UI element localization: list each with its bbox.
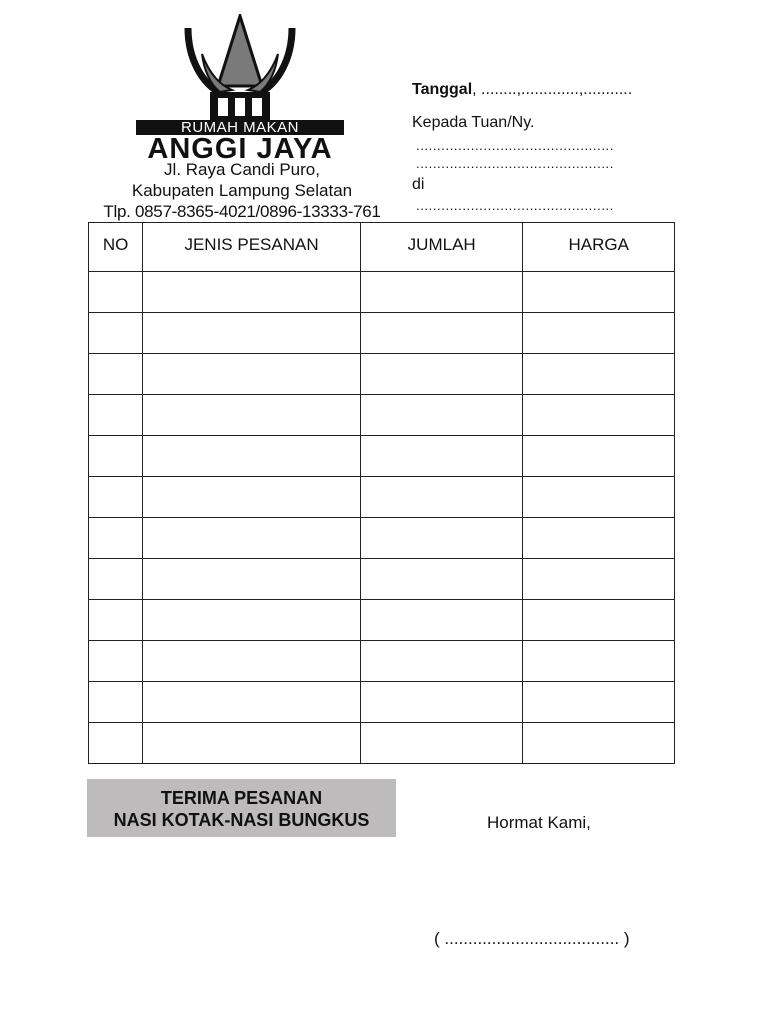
- table-row: [89, 436, 675, 477]
- cell-jenis-pesanan[interactable]: [143, 559, 361, 600]
- cell-harga[interactable]: [523, 682, 675, 723]
- promo-line-2: NASI KOTAK-NASI BUNGKUS: [113, 810, 370, 830]
- cell-harga[interactable]: [523, 600, 675, 641]
- promo-line-1: TERIMA PESANAN: [160, 788, 323, 808]
- table-row: [89, 354, 675, 395]
- cell-harga[interactable]: [523, 272, 675, 313]
- table-row: [89, 641, 675, 682]
- cell-no[interactable]: [89, 354, 143, 395]
- cell-jenis-pesanan[interactable]: [143, 272, 361, 313]
- cell-no[interactable]: [89, 436, 143, 477]
- cell-jenis-pesanan[interactable]: [143, 723, 361, 764]
- cell-no[interactable]: [89, 559, 143, 600]
- cell-jenis-pesanan[interactable]: [143, 477, 361, 518]
- brand-name: ANGGI JAYA: [147, 133, 333, 165]
- column-header-no: NO: [89, 223, 143, 272]
- cell-no[interactable]: [89, 272, 143, 313]
- cell-jumlah[interactable]: [360, 395, 523, 436]
- cell-no[interactable]: [89, 641, 143, 682]
- date-label: Tanggal: [412, 81, 473, 98]
- column-header-jumlah: JUMLAH: [360, 223, 523, 272]
- cell-jumlah[interactable]: [360, 682, 523, 723]
- table-row: [89, 559, 675, 600]
- restaurant-logo-roof-icon: [180, 14, 300, 124]
- cell-no[interactable]: [89, 518, 143, 559]
- cell-jumlah[interactable]: [360, 272, 523, 313]
- cell-jumlah[interactable]: [360, 641, 523, 682]
- cell-jumlah[interactable]: [360, 559, 523, 600]
- cell-harga[interactable]: [523, 723, 675, 764]
- phone-number: Tlp. 0857-8365-4021/0896-13333-761: [103, 202, 381, 221]
- cell-jenis-pesanan[interactable]: [143, 682, 361, 723]
- banner-rumah-makan: RUMAH MAKAN: [136, 120, 344, 135]
- table-row: [89, 313, 675, 354]
- column-header-jenis-pesanan: JENIS PESANAN: [143, 223, 361, 272]
- cell-harga[interactable]: [523, 518, 675, 559]
- column-header-harga: HARGA: [523, 223, 675, 272]
- location-line[interactable]: ...............................................: [416, 198, 614, 213]
- closing-text: Hormat Kami,: [487, 813, 591, 832]
- cell-jenis-pesanan[interactable]: [143, 600, 361, 641]
- cell-no[interactable]: [89, 313, 143, 354]
- table-row: [89, 395, 675, 436]
- table-row: [89, 600, 675, 641]
- cell-jenis-pesanan[interactable]: [143, 518, 361, 559]
- cell-jumlah[interactable]: [360, 518, 523, 559]
- table-row: [89, 477, 675, 518]
- cell-jenis-pesanan[interactable]: [143, 436, 361, 477]
- cell-jumlah[interactable]: [360, 436, 523, 477]
- cell-harga[interactable]: [523, 559, 675, 600]
- table-row: [89, 272, 675, 313]
- recipient-label: Kepada Tuan/Ny.: [412, 114, 535, 131]
- cell-jumlah[interactable]: [360, 600, 523, 641]
- cell-no[interactable]: [89, 600, 143, 641]
- cell-jumlah[interactable]: [360, 354, 523, 395]
- date-dots: , ........,.............,...........: [472, 81, 633, 98]
- cell-harga[interactable]: [523, 354, 675, 395]
- cell-no[interactable]: [89, 395, 143, 436]
- date-field[interactable]: [412, 81, 632, 99]
- cell-no[interactable]: [89, 682, 143, 723]
- cell-jenis-pesanan[interactable]: [143, 313, 361, 354]
- cell-harga[interactable]: [523, 477, 675, 518]
- cell-jenis-pesanan[interactable]: [143, 354, 361, 395]
- address-line-2: Kabupaten Lampung Selatan: [131, 181, 353, 200]
- cell-jumlah[interactable]: [360, 477, 523, 518]
- table-row: [89, 723, 675, 764]
- table-row: [89, 682, 675, 723]
- order-table: [88, 222, 675, 764]
- cell-harga[interactable]: [523, 313, 675, 354]
- table-header-row: [89, 223, 675, 272]
- location-label: di: [412, 176, 425, 193]
- promo-box: [87, 779, 396, 837]
- address-line-1: Jl. Raya Candi Puro,: [164, 160, 320, 179]
- recipient-line-2[interactable]: ...............................................: [416, 156, 614, 171]
- cell-jenis-pesanan[interactable]: [143, 395, 361, 436]
- cell-no[interactable]: [89, 723, 143, 764]
- cell-jenis-pesanan[interactable]: [143, 641, 361, 682]
- recipient-line-1[interactable]: ...............................................: [416, 138, 614, 153]
- cell-jumlah[interactable]: [360, 723, 523, 764]
- cell-no[interactable]: [89, 477, 143, 518]
- cell-harga[interactable]: [523, 436, 675, 477]
- cell-harga[interactable]: [523, 395, 675, 436]
- cell-jumlah[interactable]: [360, 313, 523, 354]
- signature-line[interactable]: ( ..................................... ): [434, 929, 630, 948]
- table-row: [89, 518, 675, 559]
- cell-harga[interactable]: [523, 641, 675, 682]
